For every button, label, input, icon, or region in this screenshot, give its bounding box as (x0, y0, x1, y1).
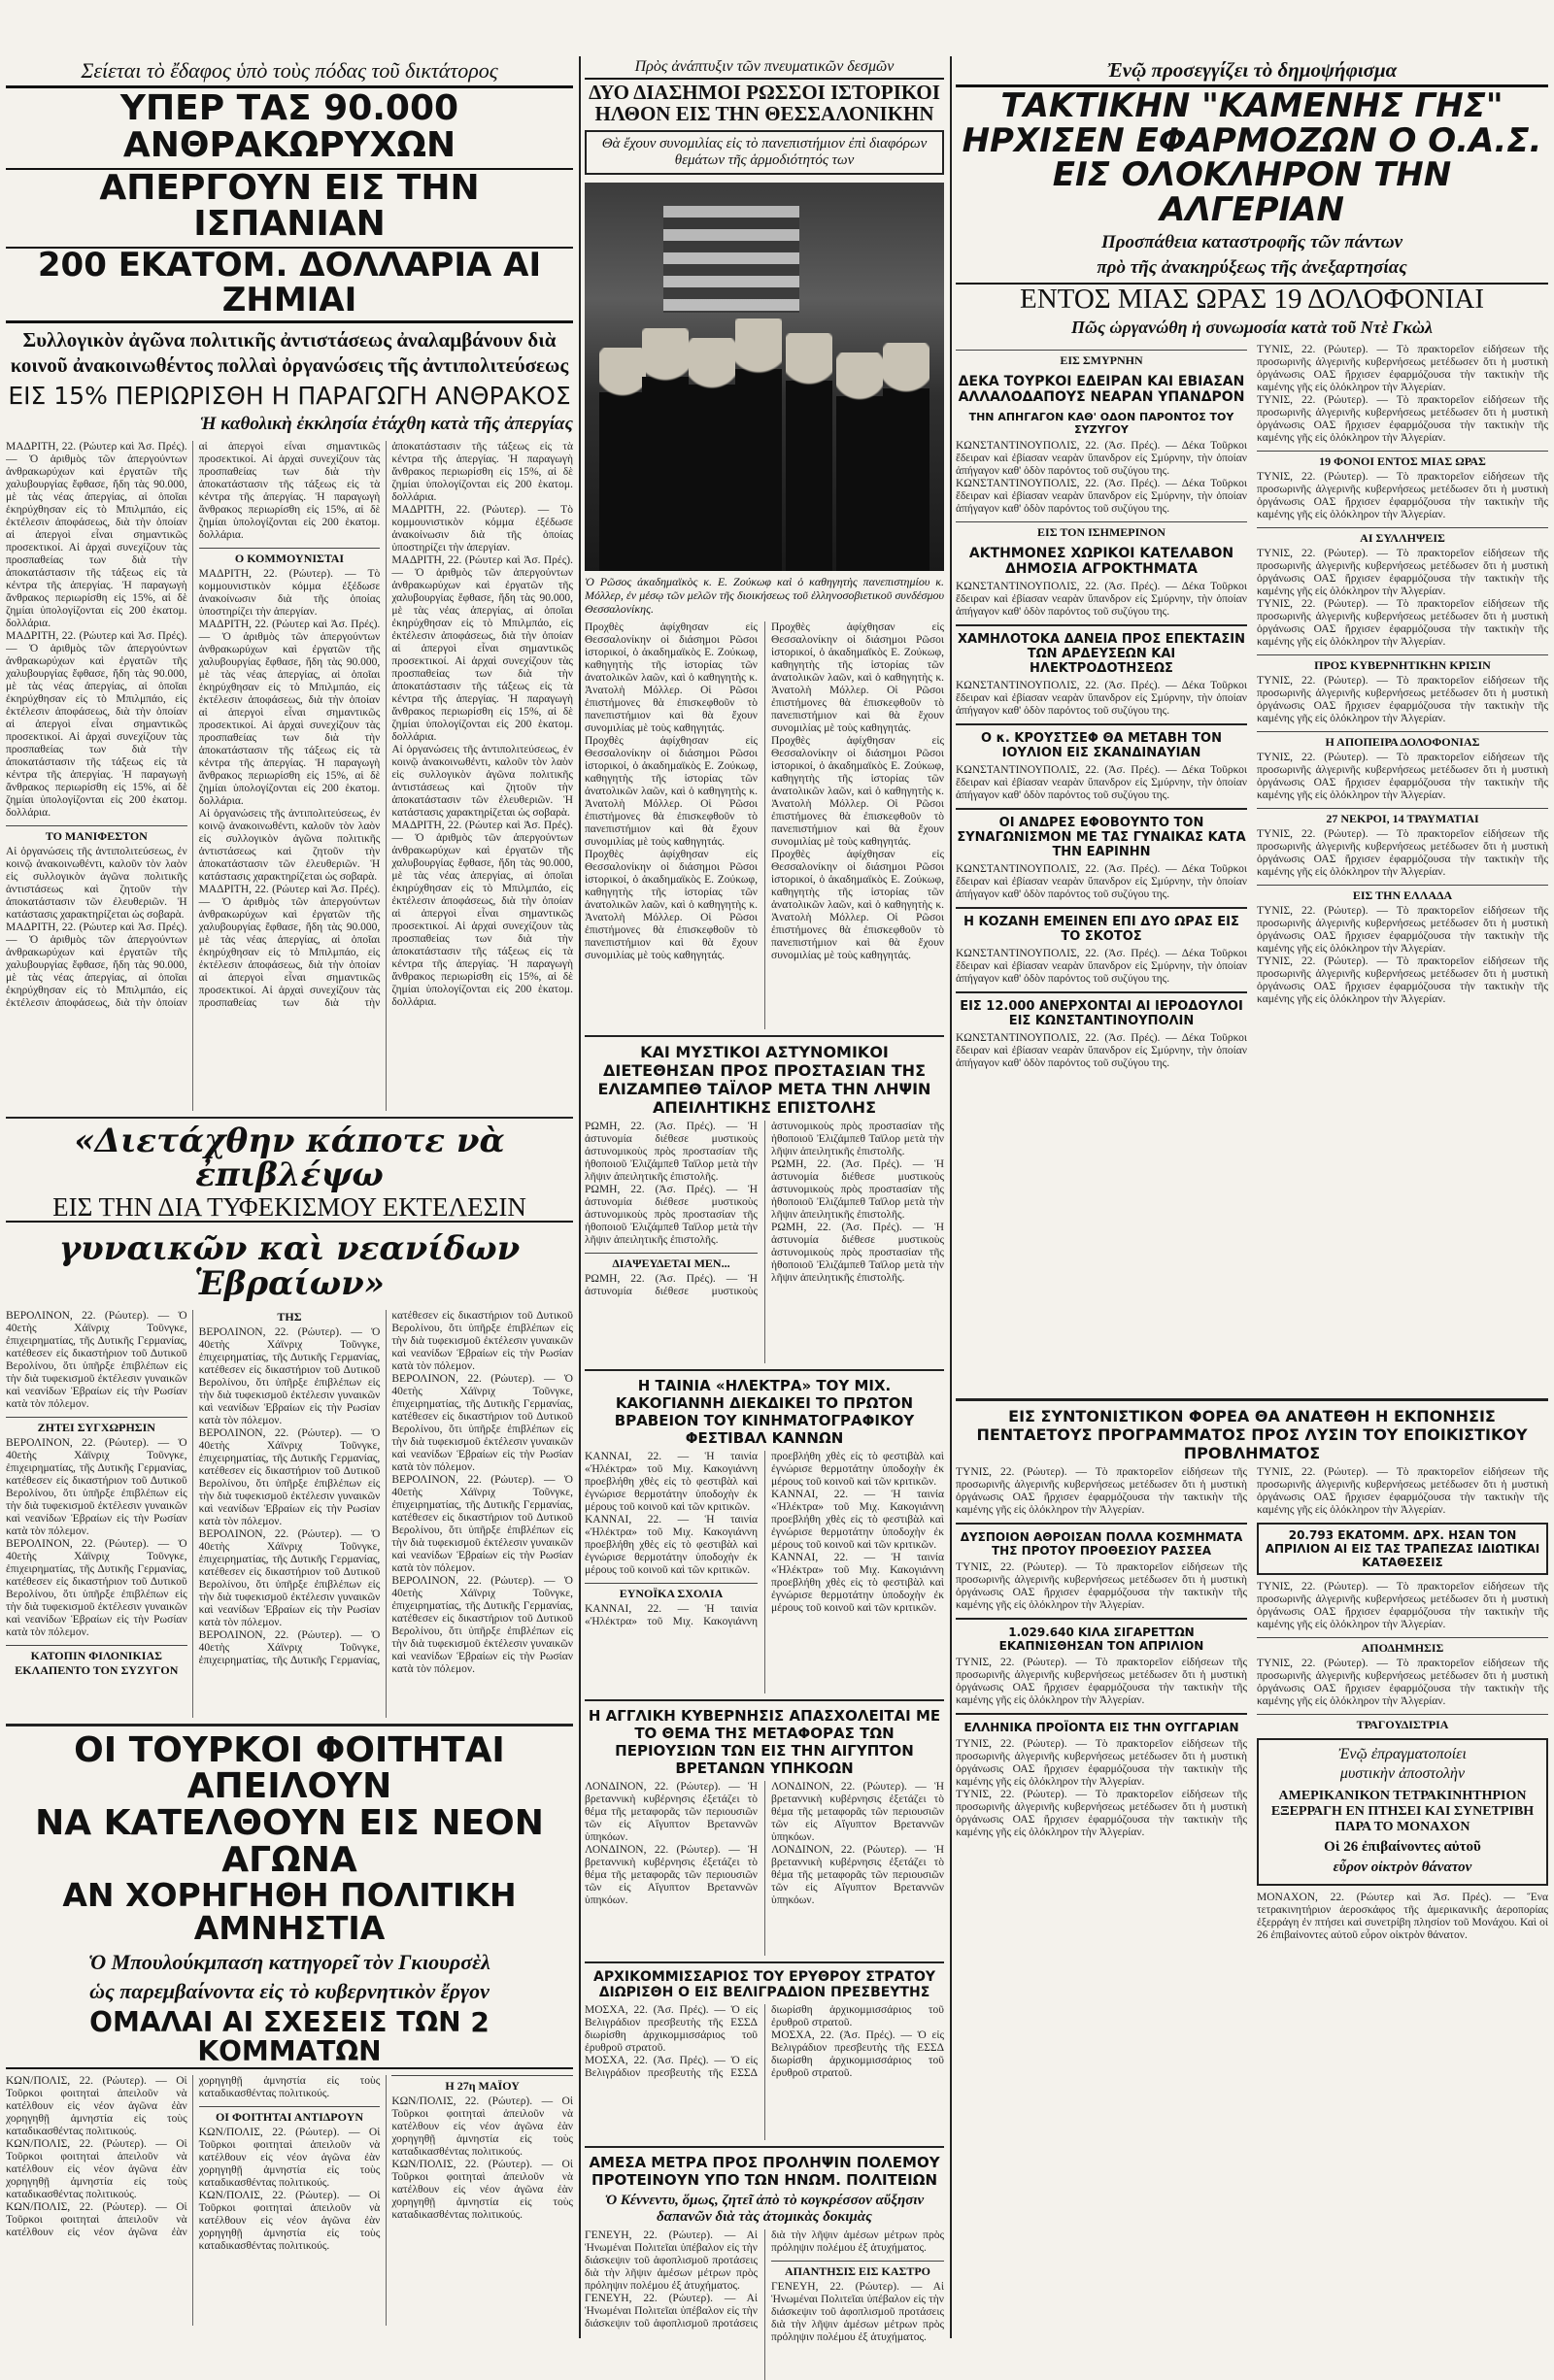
article-paragraph: ΒΕΡΟΛΙΝΟΝ, 22. (Ρώυτερ). — Ὁ 40ετὴς Χάϊνριχ Τοῦνγκε, ἐπιχειρηματίας, τῆς Δυτικῆς Γερμανίας, κατέθεσεν εἰς δικαστήριον τοῦ Δυτικοῦ Βερολίνου, ὅτι ὑπῆρξε ἐπιβλέπων εἰς τὴν διὰ τυφεκισμοῦ ἐκτέλεσιν γυναικῶν καὶ νεανίδων Ἑβραίων εἰς τὴν Ρωσίαν κατὰ τὸν πόλεμον. (6, 1309, 187, 1410)
article-paragraph: ΚΑΝΝΑΙ, 22. — Ἡ ταινία «Ἠλέκτρα» τοῦ Μιχ. Κακογιάννη προεβλήθη χθὲς εἰς τὸ φεστιβὰλ καὶ ἐγνώρισε θερμοτάτην ὑποδοχὴν ἐκ μέρους τοῦ κοινοῦ καὶ τῶν κριτικῶν. (585, 1451, 944, 1628)
article-paragraph: ΜΑΔΡΙΤΗ, 22. (Ρώυτερ καὶ Ἀσ. Πρές).— Ὁ ἀριθμὸς τῶν ἀπεργούντων ἀνθρακωρύχων καὶ ἐργατῶν τῆς χαλυβουργίας ἔφθασε, ἤδη τὰς 90.000, μὲ τὰς νέας ἀπεργίας, αἱ ὁποῖαι ἐκηρύχθησαν εἰς τὸ Μπιλμπάο, εἰς ἐκτέλεσιν ἀποφάσεως, διὰ τὴν ὁποίαν αἱ ἀπεργοὶ εἶναι σημαντικῶς προσεκτικοί. Αἱ ἀρχαὶ συνεχίζουν τὰς προσπαθείας των διὰ τὴν ἀποκατάστασιν τῆς τάξεως εἰς τὰ κέντρα τῆς ἀπεργίας. Ἡ παραγωγὴ ἄνθρακος περιωρίσθη εἰς 15%, αἱ δὲ ζημίαι ὑπολογίζονται εἰς 200 ἑκατομ. δολλάρια. (391, 553, 573, 743)
article-paragraph: ΤΥΝΙΣ, 22. (Ρώυτερ). — Τὸ πρακτορεῖον εἰδήσεων τῆς προσωρινῆς ἀλγερινῆς κυβερνήσεως μετέδωσεν ὅτι ἡ μυστικὴ ὀργάνωσις ΟΑΣ ἤρχισεν ἐφαρμόζουσα τὴν τακτικὴν τῆς καμένης γῆς εἰς ὁλόκληρον τὴν Ἀλγερίαν. (1257, 1466, 1548, 1517)
headline: 20.793 ΕΚΑΤΟΜΜ. ΔΡΧ. ΗΣΑΝ ΤΟΝ ΑΠΡΙΛΙΟΝ ΑΙ ΕΙΣ ΤΑΣ ΤΡΑΠΕΖΑΣ ΙΔΙΩΤΙΚΑΙ ΚΑΤΑΘΕΣΕΙΣ (1265, 1528, 1540, 1570)
article-paragraph: ΚΑΝΝΑΙ, 22. — Ἡ ταινία «Ἠλέκτρα» τοῦ Μιχ. Κακογιάννη προεβλήθη χθὲς εἰς τὸ φεστιβὰλ καὶ ἐγνώρισε θερμοτάτην ὑποδοχὴν ἐκ μέρους τοῦ κοινοῦ καὶ τῶν κριτικῶν. (771, 1489, 944, 1552)
person-figure (735, 318, 782, 571)
article-paragraph: ΚΩΝΣΤΑΝΤΙΝΟΥΠΟΛΙΣ, 22. (Ἀσ. Πρές). — Δέκα Τοῦρκοι ἔδειραν καὶ ἐβίασαν νεαρὰν ὕπανδρον εἰς Σμύρνην, τὴν ὁποίαν ἀπήγαγον καθ' ὁδὸν παρόντος τοῦ συζύγου της. (956, 1032, 1247, 1070)
article-paragraph: ΚΩΝ/ΠΟΛΙΣ, 22. (Ρώυτερ). — Οἱ Τοῦρκοι φοιτηταὶ ἀπειλοῦν νὰ κατέλθουν εἰς νέον ἀγῶνα ἐὰν χορηγηθῇ ἀμνηστία εἰς τοὺς καταδικασθέντας πολιτικούς. (6, 2074, 187, 2137)
headline: Η ΑΓΓΛΙΚΗ ΚΥΒΕΡΝΗΣΙΣ ΑΠΑΣΧΟΛΕΙΤΑΙ ΜΕ ΤΟ ΘΕΜΑ ΤΗΣ ΜΕΤΑΦΟΡΑΣ ΤΩΝ ΠΕΡΙΟΥΣΙΩΝ ΤΩΝ ΕΙΣ ΤΗΝ ΑΙΓΥΠΤΟΝ ΒΡΕΤΑΝΩΝ ΥΠΗΚΟΩΝ (588, 1707, 941, 1778)
divider (956, 624, 1247, 626)
article-paragraph: Προχθὲς ἀφίχθησαν εἰς Θεσσαλονίκην οἱ διάσημοι Ρῶσοι ἱστορικοί, ὁ ἀκαδημαϊκὸς Ε. Ζούκωφ, καθηγητὴς τῆς ἱστορίας τῶν ἀνατολικῶν λαῶν, καὶ ὁ καθηγητὴς κ. Ἀνατολὴ Μόλλερ. Οἱ Ρῶσοι ἐπιστήμονες θὰ ἐπισκεφθοῦν τὸ πανεπιστήμιον καὶ θὰ ἔχουν συνομιλίας μὲ τοὺς καθηγητάς. (771, 849, 944, 962)
deck: Προσπάθεια καταστροφῆς τῶν πάντων (1100, 231, 1402, 252)
article-paragraph: ΒΕΡΟΛΙΝΟΝ, 22. (Ρώυτερ). — Ὁ 40ετὴς Χάϊνριχ Τοῦνγκε, ἐπιχειρηματίας, τῆς Δυτικῆς Γερμανίας, κατέθεσεν εἰς δικαστήριον τοῦ Δυτικοῦ Βερολίνου, ὅτι ὑπῆρξε ἐπιβλέπων εἰς τὴν διὰ τυφεκισμοῦ ἐκτέλεσιν γυναικῶν καὶ νεανίδων Ἑβραίων εἰς τὴν Ρωσίαν κατὰ τὸν πόλεμον. (198, 1309, 573, 1666)
boxed-headline (1257, 1523, 1548, 1575)
article-paragraph: ΒΕΡΟΛΙΝΟΝ, 22. (Ρώυτερ). — Ὁ 40ετὴς Χάϊνριχ Τοῦνγκε, ἐπιχειρηματίας, τῆς Δυτικῆς Γερμανίας, κατέθεσεν εἰς δικαστήριον τοῦ Δυτικοῦ Βερολίνου, ὅτι ὑπῆρξε ἐπιβλέπων εἰς τὴν διὰ τυφεκισμοῦ ἐκτέλεσιν γυναικῶν καὶ νεανίδων Ἑβραίων εἰς τὴν Ρωσίαν κατὰ τὸν πόλεμον. (391, 1574, 573, 1675)
headline: ΑΠΕΡΓΟΥΝ ΕΙΣ ΤΗΝ ΙΣΠΑΝΙΑΝ (6, 168, 573, 244)
deck: πρὸ τῆς ἀνακηρύξεως τῆς ἀνεξαρτησίας (1097, 256, 1407, 278)
left-column (6, 56, 573, 2326)
divider (6, 1117, 573, 1119)
article-paragraph: Αἱ ὀργανώσεις τῆς ἀντιπολιτεύσεως, ἐν κοινῷ ἀνακοινωθέντι, καλοῦν τὸν λαὸν εἰς συλλογικὸν ἀγῶνα πολιτικῆς ἀντιστάσεως καὶ ζητοῦν τὴν ἀποκατάστασιν τῶν ἐλευθεριῶν. Ἡ κατάστασις χαρακτηρίζεται ὡς σοβαρὰ. (391, 743, 573, 819)
article-paragraph: Προχθὲς ἀφίχθησαν εἰς Θεσσαλονίκην οἱ διάσημοι Ρῶσοι ἱστορικοί, ὁ ἀκαδημαϊκὸς Ε. Ζούκωφ, καθηγητὴς τῆς ἱστορίας τῶν ἀνατολικῶν λαῶν, καὶ ὁ καθηγητὴς κ. Ἀνατολὴ Μόλλερ. Οἱ Ρῶσοι ἐπιστήμονες θὰ ἐπισκεφθοῦν τὸ πανεπιστήμιον καὶ θὰ ἔχουν συνομιλίας μὲ τοὺς καθηγητάς. (585, 735, 758, 849)
headline: ΕΝΤΟΣ ΜΙΑΣ ΩΡΑΣ 19 ΔΟΛΟΦΟΝΙΑΙ (956, 283, 1548, 314)
article-paragraph: ΤΥΝΙΣ, 22. (Ρώυτερ). — Τὸ πρακτορεῖον εἰδήσεων τῆς προσωρινῆς ἀλγερινῆς κυβερνήσεως μετέδωσεν ὅτι ἡ μυστικὴ ὀργάνωσις ΟΑΣ ἤρχισεν ἐφαρμόζουσα τὴν τακτικὴν τῆς καμένης γῆς εἰς ὁλόκληρον τὴν Ἀλγερίαν. (956, 1466, 1247, 1517)
article-paragraph: ΜΑΔΡΙΤΗ, 22. (Ρώυτερ). — Τὸ κομμουνιστικὸν κόμμα ἐξέδωσε ἀνακοίνωσιν διὰ τῆς ὁποίας ὑποστηρίζει τὴν ἀπεργίαν. (391, 503, 573, 553)
article-paragraph: Προχθὲς ἀφίχθησαν εἰς Θεσσαλονίκην οἱ διάσημοι Ρῶσοι ἱστορικοί, ὁ ἀκαδημαϊκὸς Ε. Ζούκωφ, καθηγητὴς τῆς ἱστορίας τῶν ἀνατολικῶν λαῶν, καὶ ὁ καθηγητὴς κ. Ἀνατολὴ Μόλλερ. Οἱ Ρῶσοι ἐπιστήμονες θὰ ἐπισκεφθοῦν τὸ πανεπιστήμιον καὶ θὰ ἔχουν συνομιλίας μὲ τοὺς καθηγητάς. (585, 621, 758, 735)
section-label: ΕΙΣ ΣΜΥΡΝΗΝ (956, 350, 1247, 368)
headline: ΔΥΣΠΟΙΟΝ ΑΘΡΟΙΣΑΝ ΠΟΛΛΑ ΚΟΣΜΗΜΑΤΑ ΤΗΣ ΠΡΟΤΟΥ ΠΡΟΘΕΣΙΟΥ ΡΑΣΣΕΑ (960, 1530, 1243, 1559)
article-paragraph: ΡΩΜΗ, 22. (Ἀσ. Πρές). — Ἡ ἀστυνομία διέθεσε μυστικοὺς ἀστυνομικοὺς πρὸς προστασίαν τῆς ἠθοποιοῦ Ἐλιζάμπεθ Ταϊλορ μετὰ τὴν λῆψιν ἀπειλητικῆς ἐπιστολῆς. (585, 1184, 758, 1247)
section-label: ΚΑΤΟΠΙΝ ΦΙΛΟΝΙΚΙΑΣ ΕΚΛΑΠΕΝΤΟ ΤΟΝ ΣΥΖΥΓΟΝ ΤΗΣ (6, 1310, 380, 1678)
right-subcolumn (956, 1466, 1247, 2068)
headline: ΥΠΕΡ ΤΑΣ 90.000 ΑΝΘΡΑΚΩΡΥΧΩΝ (6, 85, 573, 164)
article-paragraph: ΤΥΝΙΣ, 22. (Ρώυτερ). — Τὸ πρακτορεῖον εἰδήσεων τῆς προσωρινῆς ἀλγερινῆς κυβερνήσεως μετέδωσεν ὅτι ἡ μυστικὴ ὀργάνωσις ΟΑΣ ἤρχισεν ἐφαρμόζουσα τὴν τακτικὴν τῆς καμένης γῆς εἰς ὁλόκληρον τὴν Ἀλγερίαν. (956, 1789, 1247, 1839)
section-label: ΕΥΝΟΪΚΑ ΣΧΟΛΙΑ (585, 1583, 758, 1601)
article-paragraph: ΚΩΝΣΤΑΝΤΙΝΟΥΠΟΛΙΣ, 22. (Ἀσ. Πρές). — Δέκα Τοῦρκοι ἔδειραν καὶ ἐβίασαν νεαρὰν ὕπανδρον εἰς Σμύρνην, τὴν ὁποίαν ἀπήγαγον καθ' ὁδὸν παρόντος τοῦ συζύγου της. (956, 764, 1247, 802)
article-paragraph: ΚΩΝ/ΠΟΛΙΣ, 22. (Ρώυτερ). — Οἱ Τοῦρκοι φοιτηταὶ ἀπειλοῦν νὰ κατέλθουν εἰς νέον ἀγῶνα ἐὰν χορηγηθῇ ἀμνηστία εἰς τοὺς καταδικασθέντας πολιτικούς. (6, 2074, 381, 2238)
article-body (585, 1451, 944, 1693)
person-figure (786, 333, 832, 571)
article-paragraph: ΜΑΔΡΙΤΗ, 22. (Ρώυτερ καὶ Ἀσ. Πρές).— Ὁ ἀριθμὸς τῶν ἀπεργούντων ἀνθρακωρύχων καὶ ἐργατῶν τῆς χαλυβουργίας ἔφθασε, ἤδη τὰς 90.000, μὲ τὰς νέας ἀπεργίας, αἱ ὁποῖαι ἐκηρύχθησαν εἰς τὸ Μπιλμπάο, εἰς ἐκτέλεσιν ἀποφάσεως, διὰ τὴν ὁποίαν αἱ ἀπεργοὶ εἶναι σημαντικῶς προσεκτικοί. Αἱ ἀρχαὶ συνεχίζουν τὰς προσπαθείας των διὰ τὴν ἀποκατάστασιν τῆς τάξεως εἰς τὰ κέντρα τῆς ἀπεργίας. Ἡ παραγωγὴ ἄνθρακος περιωρίσθη εἰς 15%, αἱ δὲ ζημίαι ὑπολογίζονται εἰς 200 ἑκατομ. δολλάρια. (6, 629, 187, 819)
headline: Η ΤΑΙΝΙΑ «ΗΛΕΚΤΡΑ» ΤΟΥ ΜΙΧ. ΚΑΚΟΓΙΑΝΝΗ ΔΙΕΚΔΙΚΕΙ ΤΟ ΠΡΩΤΟΝ ΒΡΑΒΕΙΟΝ ΤΟΥ ΚΙΝΗΜΑΤΟΓΡΑΦΙΚΟΥ ΦΕΣΤΙΒΑΛ ΚΑΝΝΩΝ (614, 1377, 915, 1448)
deck: Οἱ 26 ἐπιβαίνοντες αὐτοῦ (1324, 1839, 1481, 1856)
right-lower-grid (956, 1466, 1548, 2068)
article-paragraph: ΜΑΔΡΙΤΗ, 22. (Ρώυτερ καὶ Ἀσ. Πρές).— Ὁ ἀριθμὸς τῶν ἀπεργούντων ἀνθρακωρύχων καὶ ἐργατῶν τῆς χαλυβουργίας ἔφθασε, ἤδη τὰς 90.000, μὲ τὰς νέας ἀπεργίας, αἱ ὁποῖαι ἐκηρύχθησαν εἰς τὸ Μπιλμπάο, εἰς ἐκτέλεσιν ἀποφάσεως, διὰ τὴν ὁποίαν αἱ ἀπεργοὶ εἶναι σημαντικῶς προσεκτικοί. Αἱ ἀρχαὶ συνεχίζουν τὰς προσπαθείας των διὰ τὴν ἀποκατάστασιν τῆς τάξεως εἰς τὰ κέντρα τῆς ἀπεργίας. Ἡ παραγωγὴ ἄνθρακος περιωρίσθη εἰς 15%, αἱ δὲ ζημίαι ὑπολογίζονται εἰς 200 ἑκατομ. δολλάρια. (391, 819, 573, 1008)
deck: Θὰ ἔχουν συνομιλίας εἰς τὸ πανεπιστήμιον ἐπὶ διαφόρων θεμάτων τῆς ἁρμοδιότητός των (601, 136, 928, 169)
deck: Συλλογικὸν ἀγῶνα πολιτικῆς ἀντιστάσεως ἀναλαμβάνουν διὰ κοινοῦ ἀνακοινωθέντος πολλαὶ ὀργανώσεις τῆς ἀντιπολιτεύσεως (10, 327, 569, 377)
divider (956, 723, 1247, 725)
deck: ΤΗΝ ΑΠΗΓΑΓΟΝ ΚΑΘ' ΟΔΟΝ ΠΑΡΟΝΤΟΣ ΤΟΥ ΣΥΖΥΓΟΥ (968, 411, 1234, 437)
divider (585, 1961, 944, 1963)
divider (956, 1713, 1247, 1715)
headline: ΤΑΚΤΙΚΗΝ "ΚΑΜΕΝΗΣ ΓΗΣ" ΗΡΧΙΣΕΝ ΕΦΑΡΜΟΖΩΝ Ο Ο.Α.Σ. ΕΙΣ ΟΛΟΚΛΗΡΟΝ ΤΗΝ ΑΛΓΕΡΙΑΝ (956, 84, 1548, 228)
headline: ΔΥΟ ΔΙΑΣΗΜΟΙ ΡΩΣΣΟΙ ΙΣΤΟΡΙΚΟΙ ΗΛΘΟΝ ΕΙΣ ΤΗΝ ΘΕΣΣΑΛΟΝΙΚΗΝ (585, 78, 944, 124)
person-figure (599, 348, 646, 571)
section-label: ΠΡΟΣ ΚΥΒΕΡΝΗΤΙΚΗΝ ΚΡΙΣΙΝ (1257, 654, 1548, 673)
section-label: ΕΙΣ ΤΗΝ ΕΛΛΑΔΑ (1257, 885, 1548, 903)
article-paragraph: ΚΩΝΣΤΑΝΤΙΝΟΥΠΟΛΙΣ, 22. (Ἀσ. Πρές). — Δέκα Τοῦρκοι ἔδειραν καὶ ἐβίασαν νεαρὰν ὕπανδρον εἰς Σμύρνην, τὴν ὁποίαν ἀπήγαγον καθ' ὁδὸν παρόντος τοῦ συζύγου της. (956, 680, 1247, 718)
article-paragraph: ΚΩΝ/ΠΟΛΙΣ, 22. (Ρώυτερ). — Οἱ Τοῦρκοι φοιτηταὶ ἀπειλοῦν νὰ κατέλθουν εἰς νέον ἀγῶνα ἐὰν χορηγηθῇ ἀμνηστία εἰς τοὺς καταδικασθέντας πολιτικούς. (198, 2126, 381, 2189)
divider (956, 1618, 1247, 1620)
section-label: ΑΠΑΝΤΗΣΙΣ ΕΙΣ ΚΑΣΤΡΟ (771, 2261, 944, 2279)
photo-caption: Ὁ Ρῶσος ἀκαδημαϊκὸς κ. Ε. Ζούκωφ καὶ ὁ καθηγητὴς πανεπιστημίου κ. Μόλλερ, ἐν μέσῳ τῶν μελῶν τῆς διοικήσεως τοῦ ἑλληνοσοβιετικοῦ συνδέσμου Θεσσαλονίκης. (585, 575, 944, 617)
flag-image (663, 206, 799, 313)
divider (585, 1699, 944, 1701)
article-paragraph: ΒΕΡΟΛΙΝΟΝ, 22. (Ρώυτερ). — Ὁ 40ετὴς Χάϊνριχ Τοῦνγκε, ἐπιχειρηματίας, τῆς Δυτικῆς Γερμανίας, κατέθεσεν εἰς δικαστήριον τοῦ Δυτικοῦ Βερολίνου, ὅτι ὑπῆρξε ἐπιβλέπων εἰς τὴν διὰ τυφεκισμοῦ ἐκτέλεσιν γυναικῶν καὶ νεανίδων Ἑβραίων εἰς τὴν Ρωσίαν κατὰ τὸν πόλεμον. (391, 1473, 573, 1574)
headline: ΔΕΚΑ ΤΟΥΡΚΟΙ ΕΔΕΙΡΑΝ ΚΑΙ ΕΒΙΑΣΑΝ ΑΛΛΑΛΟΔΑΠΟΥΣ ΝΕΑΡΑΝ ΥΠΑΝΔΡΟΝ (958, 374, 1245, 406)
article-paragraph: ΒΕΡΟΛΙΝΟΝ, 22. (Ρώυτερ). — Ὁ 40ετὴς Χάϊνριχ Τοῦνγκε, ἐπιχειρηματίας, τῆς Δυτικῆς Γερμανίας, κατέθεσεν εἰς δικαστήριον τοῦ Δυτικοῦ Βερολίνου, ὅτι ὑπῆρξε ἐπιβλέπων εἰς τὴν διὰ τυφεκισμοῦ ἐκτέλεσιν γυναικῶν καὶ νεανίδων Ἑβραίων εἰς τὴν Ρωσίαν κατὰ τὸν πόλεμον. (391, 1372, 573, 1473)
headline: ΟΜΑΛΑΙ ΑΙ ΣΧΕΣΕΙΣ ΤΩΝ 2 ΚΟΜΜΑΤΩΝ (6, 2008, 573, 2069)
article-paragraph: ΚΩΝΣΤΑΝΤΙΝΟΥΠΟΛΙΣ, 22. (Ἀσ. Πρές). — Δέκα Τοῦρκοι ἔδειραν καὶ ἐβίασαν νεαρὰν ὕπανδρον εἰς Σμύρνην, τὴν ὁποίαν ἀπήγαγον καθ' ὁδὸν παρόντος τοῦ συζύγου της. (956, 863, 1247, 901)
article-paragraph: ΜΟΣΧΑ, 22. (Ἀσ. Πρές). — Ὁ εἰς Βελιγράδιον πρεσβευτὴς τῆς ΕΣΣΔ διωρίσθη ἀρχικομμισσάριος τοῦ ἐρυθροῦ στρατοῦ. (771, 2029, 944, 2080)
article-paragraph: ΚΩΝ/ΠΟΛΙΣ, 22. (Ρώυτερ). — Οἱ Τοῦρκοι φοιτηταὶ ἀπειλοῦν νὰ κατέλθουν εἰς νέον ἀγῶνα ἐὰν χορηγηθῇ ἀμνηστία εἰς τοὺς καταδικασθέντας πολιτικούς. (6, 2137, 187, 2200)
article-paragraph: Αἱ ὀργανώσεις τῆς ἀντιπολιτεύσεως, ἐν κοινῷ ἀνακοινωθέντι, καλοῦν τὸν λαὸν εἰς συλλογικὸν ἀγῶνα πολιτικῆς ἀντιστάσεως καὶ ζητοῦν τὴν ἀποκατάστασιν τῶν ἐλευθεριῶν. Ἡ κατάστασις χαρακτηρίζεται ὡς σοβαρὰ. (6, 845, 187, 921)
person-figure (883, 343, 929, 571)
deck-headline: ΕΙΣ 15% ΠΕΡΙΩΡΙΣΘΗ Η ΠΑΡΑΓΩΓΗ ΑΝΘΡΑΚΟΣ (8, 381, 571, 410)
article-paragraph: ΡΩΜΗ, 22. (Ἀσ. Πρές). — Ἡ ἀστυνομία διέθεσε μυστικοὺς ἀστυνομικοὺς πρὸς προστασίαν τῆς ἠθοποιοῦ Ἐλιζάμπεθ Ταϊλορ μετὰ τὴν λῆψιν ἀπειλητικῆς ἐπιστολῆς. (771, 1158, 944, 1222)
divider (956, 1398, 1548, 1401)
article-paragraph: ΤΥΝΙΣ, 22. (Ρώυτερ). — Τὸ πρακτορεῖον εἰδήσεων τῆς προσωρινῆς ἀλγερινῆς κυβερνήσεως μετέδωσεν ὅτι ἡ μυστικὴ ὀργάνωσις ΟΑΣ ἤρχισεν ἐφαρμόζουσα τὴν τακτικὴν τῆς καμένης γῆς εἰς ὁλόκληρον τὴν Ἀλγερίαν. (956, 1561, 1247, 1612)
middle-column (585, 56, 944, 2380)
article-paragraph: ΤΥΝΙΣ, 22. (Ρώυτερ). — Τὸ πρακτορεῖον εἰδήσεων τῆς προσωρινῆς ἀλγερινῆς κυβερνήσεως μετέδωσεν ὅτι ἡ μυστικὴ ὀργάνωσις ΟΑΣ ἤρχισεν ἐφαρμόζουσα τὴν τακτικὴν τῆς καμένης γῆς εἰς ὁλόκληρον τὴν Ἀλγερίαν. (956, 1657, 1247, 1707)
article-paragraph: ΚΩΝ/ΠΟΛΙΣ, 22. (Ρώυτερ). — Οἱ Τοῦρκοι φοιτηταὶ ἀπειλοῦν νὰ κατέλθουν εἰς νέον ἀγῶνα ἐὰν χορηγηθῇ ἀμνηστία εἰς τοὺς καταδικασθέντας πολιτικούς. (391, 2158, 573, 2221)
deck: εὗρον οἰκτρὸν θάνατον (1333, 1860, 1472, 1876)
section-label: 19 ΦΟΝΟΙ ΕΝΤΟΣ ΜΙΑΣ ΩΡΑΣ (1257, 451, 1548, 469)
divider (956, 808, 1247, 810)
headline: ΑΚΤΗΜΟΝΕΣ ΧΩΡΙΚΟΙ ΚΑΤΕΛΑΒΟΝ ΔΗΜΟΣΙΑ ΑΓΡΟΚΤΗΜΑΤΑ (968, 546, 1234, 578)
person-figure (836, 352, 883, 571)
boxed-story (1257, 1738, 1548, 1886)
divider (956, 907, 1247, 909)
section-label: Η ΑΠΟΠΕΙΡΑ ΔΟΛΟΦΟΝΙΑΣ (1257, 731, 1548, 750)
section-label: ΕΙΣ ΤΟΝ ΙΣΗΜΕΡΙΝΟΝ (956, 521, 1247, 540)
divider (6, 1724, 573, 1726)
article-paragraph: ΤΥΝΙΣ, 22. (Ρώυτερ). — Τὸ πρακτορεῖον εἰδήσεων τῆς προσωρινῆς ἀλγερινῆς κυβερνήσεως μετέδωσεν ὅτι ἡ μυστικὴ ὀργάνωσις ΟΑΣ ἤρχισεν ἐφαρμόζουσα τὴν τακτικὴν τῆς καμένης γῆς εἰς ὁλόκληρον τὴν Ἀλγερίαν. (1257, 471, 1548, 521)
article-paragraph: ΤΥΝΙΣ, 22. (Ρώυτερ). — Τὸ πρακτορεῖον εἰδήσεων τῆς προσωρινῆς ἀλγερινῆς κυβερνήσεως μετέδωσεν ὅτι ἡ μυστικὴ ὀργάνωσις ΟΑΣ ἤρχισεν ἐφαρμόζουσα τὴν τακτικὴν τῆς καμένης γῆς εἰς ὁλόκληρον τὴν Ἀλγερίαν. (1257, 828, 1548, 879)
article-body (585, 2004, 944, 2140)
divider (956, 991, 1247, 993)
article-paragraph: ΤΥΝΙΣ, 22. (Ρώυτερ). — Τὸ πρακτορεῖον εἰδήσεων τῆς προσωρινῆς ἀλγερινῆς κυβερνήσεως μετέδωσεν ὅτι ἡ μυστικὴ ὀργάνωσις ΟΑΣ ἤρχισεν ἐφαρμόζουσα τὴν τακτικὴν τῆς καμένης γῆς εἰς ὁλόκληρον τὴν Ἀλγερίαν. (1257, 752, 1548, 802)
headline: ΑΡΧΙΚΟΜΜΙΣΣΑΡΙΟΣ ΤΟΥ ΕΡΥΘΡΟΥ ΣΤΡΑΤΟΥ ΔΙΩΡΙΣΘΗ Ο ΕΙΣ ΒΕΛΙΓΡΑΔΙΟΝ ΠΡΕΣΒΕΥΤΗΣ (593, 1969, 935, 2001)
article-body (6, 2075, 573, 2326)
kicker: Ἐνῷ ἐπραγματοποίει (1338, 1746, 1467, 1763)
column-rule-right (950, 56, 952, 2338)
article-paragraph: ΤΥΝΙΣ, 22. (Ρώυτερ). — Τὸ πρακτορεῖον εἰδήσεων τῆς προσωρινῆς ἀλγερινῆς κυβερνήσεως μετέδωσεν ὅτι ἡ μυστικὴ ὀργάνωσις ΟΑΣ ἤρχισεν ἐφαρμόζουσα τὴν τακτικὴν τῆς καμένης γῆς εἰς ὁλόκληρον τὴν Ἀλγερίαν. (1257, 1658, 1548, 1708)
right-column (956, 56, 1548, 2068)
article-paragraph: ΤΥΝΙΣ, 22. (Ρώυτερ). — Τὸ πρακτορεῖον εἰδήσεων τῆς προσωρινῆς ἀλγερινῆς κυβερνήσεως μετέδωσεν ὅτι ἡ μυστικὴ ὀργάνωσις ΟΑΣ ἤρχισεν ἐφαρμόζουσα τὴν τακτικὴν τῆς καμένης γῆς εἰς ὁλόκληρον τὴν Ἀλγερίαν. (1257, 598, 1548, 649)
section-label: Η 27η ΜΑΪΟΥ (391, 2075, 573, 2094)
headline: ΟΙ ΤΟΥΡΚΟΙ ΦΟΙΤΗΤΑΙ ΑΠΕΙΛΟΥΝ (74, 1729, 505, 1807)
article-paragraph: ΜΑΔΡΙΤΗ, 22. (Ρώυτερ καὶ Ἀσ. Πρές).— Ὁ ἀριθμὸς τῶν ἀπεργούντων ἀνθρακωρύχων καὶ ἐργατῶν τῆς χαλυβουργίας ἔφθασε, ἤδη τὰς 90.000, μὲ τὰς νέας ἀπεργίας, αἱ ὁποῖαι ἐκηρύχθησαν εἰς τὸ Μπιλμπάο, εἰς ἐκτέλεσιν ἀποφάσεως, διὰ τὴν ὁποίαν αἱ ἀπεργοὶ εἶναι σημαντικῶς προσεκτικοί. Αἱ ἀρχαὶ συνεχίζουν τὰς προσπαθείας των διὰ τὴν ἀποκατάστασιν τῆς τάξεως εἰς τὰ κέντρα τῆς ἀπεργίας. Ἡ παραγωγὴ ἄνθρακος περιωρίσθη εἰς 15%, αἱ δὲ ζημίαι ὑπολογίζονται εἰς 200 ἑκατομ. δολλάρια. (198, 618, 381, 807)
article-paragraph: Προχθὲς ἀφίχθησαν εἰς Θεσσαλονίκην οἱ διάσημοι Ρῶσοι ἱστορικοί, ὁ ἀκαδημαϊκὸς Ε. Ζούκωφ, καθηγητὴς τῆς ἱστορίας τῶν ἀνατολικῶν λαῶν, καὶ ὁ καθηγητὴς κ. Ἀνατολὴ Μόλλερ. Οἱ Ρῶσοι ἐπιστήμονες θὰ ἐπισκεφθοῦν τὸ πανεπιστήμιον καὶ θὰ ἔχουν συνομιλίας μὲ τοὺς καθηγητάς. (771, 621, 944, 735)
article-paragraph: ΤΥΝΙΣ, 22. (Ρώυτερ). — Τὸ πρακτορεῖον εἰδήσεων τῆς προσωρινῆς ἀλγερινῆς κυβερνήσεως μετέδωσεν ὅτι ἡ μυστικὴ ὀργάνωσις ΟΑΣ ἤρχισεν ἐφαρμόζουσα τὴν τακτικὴν τῆς καμένης γῆς εἰς ὁλόκληρον τὴν Ἀλγερίαν. (956, 1738, 1247, 1789)
article-paragraph: ΒΕΡΟΛΙΝΟΝ, 22. (Ρώυτερ). — Ὁ 40ετὴς Χάϊνριχ Τοῦνγκε, ἐπιχειρηματίας, τῆς Δυτικῆς Γερμανίας, κατέθεσεν εἰς δικαστήριον τοῦ Δυτικοῦ Βερολίνου, ὅτι ὑπῆρξε ἐπιβλέπων εἰς τὴν διὰ τυφεκισμοῦ ἐκτέλεσιν γυναικῶν καὶ νεανίδων Ἑβραίων εἰς τὴν Ρωσίαν κατὰ τὸν πόλεμον. (6, 1537, 187, 1638)
person-figure (689, 338, 735, 571)
kicker: Ἐνῷ προσεγγίζει τὸ δημοψήφισμα (1106, 58, 1398, 82)
headline: ΑΝ ΧΟΡΗΓΗΘΗ ΠΟΛΙΤΙΚΗ ΑΜΝΗΣΤΙΑ (62, 1875, 517, 1948)
section-label: ΤΡΑΓΟΥΔΙΣΤΡΙΑ (1257, 1714, 1548, 1732)
headline: ΚΑΙ ΜΥΣΤΙΚΟΙ ΑΣΤΥΝΟΜΙΚΟΙ ΔΙΕΤΕΘΗΣΑΝ ΠΡΟΣ ΠΡΟΣΤΑΣΙΑΝ ΤΗΣ ΕΛΙΖΑΜΠΕΘ ΤΑΪΛΟΡ ΜΕΤΑ ΤΗΝ ΛΗΨΙΝ ΑΠΕΙΛΗΤΙΚΗΣ ΕΠΙΣΤΟΛΗΣ (597, 1043, 931, 1118)
headline: ΕΙΣ 12.000 ΑΝΕΡΧΟΝΤΑΙ ΑΙ ΙΕΡΟΔΟΥΛΟΙ ΕΙΣ ΚΩΝΣΤΑΝΤΙΝΟΥΠΟΛΙΝ (960, 999, 1243, 1029)
article-paragraph: ΡΩΜΗ, 22. (Ἀσ. Πρές). — Ἡ ἀστυνομία διέθεσε μυστικοὺς ἀστυνομικοὺς πρὸς προστασίαν τῆς ἠθοποιοῦ Ἐλιζάμπεθ Ταϊλορ μετὰ τὴν λῆψιν ἀπειλητικῆς ἐπιστολῆς. (585, 1121, 944, 1298)
section-label: ΟΙ ΦΟΙΤΗΤΑΙ ΑΝΤΙΔΡΟΥΝ (199, 2106, 381, 2125)
headline: ΕΙΣ ΣΥΝΤΟΝΙΣΤΙΚΟΝ ΦΟΡΕΑ ΘΑ ΑΝΑΤΕΘΗ Η ΕΚΠΟΝΗΣΙΣ ΠΕΝΤΑΕΤΟΥΣ ΠΡΟΓΡΑΜΜΑΤΟΣ ΠΡΟΣ ΛΥΣΙΝ ΤΟΥ ΕΠΟΙΚΙΣΤΙΚΟΥ ΠΡΟΒΛΗΜΑΤΟΣ (976, 1407, 1528, 1463)
deck: ὡς παρεμβαίνοντα εἰς τὸ κυβερνητικὸν ἔργον (89, 1979, 490, 2004)
article-body (6, 1310, 573, 1718)
article-paragraph: ΤΥΝΙΣ, 22. (Ρώυτερ). — Τὸ πρακτορεῖον εἰδήσεων τῆς προσωρινῆς ἀλγερινῆς κυβερνήσεως μετέδωσεν ὅτι ἡ μυστικὴ ὀργάνωσις ΟΑΣ ἤρχισεν ἐφαρμόζουσα τὴν τακτικὴν τῆς καμένης γῆς εἰς ὁλόκληρον τὴν Ἀλγερίαν. (1257, 955, 1548, 1006)
article-paragraph: ΒΕΡΟΛΙΝΟΝ, 22. (Ρώυτερ). — Ὁ 40ετὴς Χάϊνριχ Τοῦνγκε, ἐπιχειρηματίας, τῆς Δυτικῆς Γερμανίας, κατέθεσεν εἰς δικαστήριον τοῦ Δυτικοῦ Βερολίνου, ὅτι ὑπῆρξε ἐπιβλέπων εἰς τὴν διὰ τυφεκισμοῦ ἐκτέλεσιν γυναικῶν καὶ νεανίδων Ἑβραίων εἰς τὴν Ρωσίαν κατὰ τὸν πόλεμον. (198, 1325, 381, 1426)
article-paragraph: ΚΩΝΣΤΑΝΤΙΝΟΥΠΟΛΙΣ, 22. (Ἀσ. Πρές). — Δέκα Τοῦρκοι ἔδειραν καὶ ἐβίασαν νεαρὰν ὕπανδρον εἰς Σμύρνην, τὴν ὁποίαν ἀπήγαγον καθ' ὁδὸν παρόντος τοῦ συζύγου της. (956, 478, 1247, 516)
article-paragraph: ΚΩΝΣΤΑΝΤΙΝΟΥΠΟΛΙΣ, 22. (Ἀσ. Πρές). — Δέκα Τοῦρκοι ἔδειραν καὶ ἐβίασαν νεαρὰν ὕπανδρον εἰς Σμύρνην, τὴν ὁποίαν ἀπήγαγον καθ' ὁδὸν παρόντος τοῦ συζύγου της. (956, 581, 1247, 619)
headline: ΧΑΜΗΛΟΤΟΚΑ ΔΑΝΕΙΑ ΠΡΟΣ ΕΠΕΚΤΑΣΙΝ ΤΩΝ ΑΡΔΕΥΣΕΩΝ ΚΑΙ ΗΛΕΚΤΡΟΔΟΤΗΣΕΩΣ (957, 632, 1245, 677)
article-paragraph: ΒΕΡΟΛΙΝΟΝ, 22. (Ρώυτερ). — Ὁ 40ετὴς Χάϊνριχ Τοῦνγκε, ἐπιχειρηματίας, τῆς Δυτικῆς Γερμανίας, κατέθεσεν εἰς δικαστήριον τοῦ Δυτικοῦ Βερολίνου, ὅτι ὑπῆρξε ἐπιβλέπων εἰς τὴν διὰ τυφεκισμοῦ ἐκτέλεσιν γυναικῶν καὶ νεανίδων Ἑβραίων εἰς τὴν Ρωσίαν κατὰ τὸν πόλεμον. (198, 1527, 381, 1628)
article-paragraph: ΒΕΡΟΛΙΝΟΝ, 22. (Ρώυτερ). — Ὁ 40ετὴς Χάϊνριχ Τοῦνγκε, ἐπιχειρηματίας, τῆς Δυτικῆς Γερμανίας, κατέθεσεν εἰς δικαστήριον τοῦ Δυτικοῦ Βερολίνου, ὅτι ὑπῆρξε ἐπιβλέπων εἰς τὴν διὰ τυφεκισμοῦ ἐκτέλεσιν γυναικῶν καὶ νεανίδων Ἑβραίων εἰς τὴν Ρωσίαν κατὰ τὸν πόλεμον. (198, 1426, 381, 1527)
kicker: Πρὸς ἀνάπτυξιν τῶν πνευματικῶν δεσμῶν (634, 58, 895, 75)
headline: ΕΙΣ ΤΗΝ ΔΙΑ ΤΥΦΕΚΙΣΜΟΥ ΕΚΤΕΛΕΣΙΝ (6, 1193, 573, 1223)
headline: Η ΚΟΖΑΝΗ ΕΜΕΙΝΕΝ ΕΠΙ ΔΥΟ ΩΡΑΣ ΕΙΣ ΤΟ ΣΚΟΤΟΣ (963, 915, 1239, 945)
right-subcolumn (1257, 344, 1548, 1392)
article-paragraph: ΜΑΔΡΙΤΗ, 22. (Ρώυτερ καὶ Ἀσ. Πρές).— Ὁ ἀριθμὸς τῶν ἀπεργούντων ἀνθρακωρύχων καὶ ἐργατῶν τῆς χαλυβουργίας ἔφθασε, ἤδη τὰς 90.000, μὲ τὰς νέας ἀπεργίας, αἱ ὁποῖαι ἐκηρύχθησαν εἰς τὸ Μπιλμπάο, εἰς ἐκτέλεσιν ἀποφάσεως, διὰ τὴν ὁποίαν αἱ ἀπεργοὶ εἶναι σημαντικῶς προσεκτικοί. Αἱ ἀρχαὶ συνεχίζουν τὰς προσπαθείας των διὰ τὴν ἀποκατάστασιν τῆς τάξεως εἰς τὰ κέντρα τῆς ἀπεργίας. Ἡ παραγωγὴ ἄνθρακος περιωρίσθη εἰς 15%, αἱ δὲ ζημίαι ὑπολογίζονται εἰς 200 ἑκατομ. δολλάρια. (198, 440, 573, 1009)
article-paragraph: ΛΟΝΔΙΝΟΝ, 22. (Ρώυτερ). — Ἡ βρεταννικὴ κυβέρνησις ἐξετάζει τὸ θέμα τῆς μεταφορᾶς τῶν περιουσιῶν τῶν εἰς Αἴγυπτον Βρεταννῶν ὑπηκόων. (771, 1781, 944, 1844)
article-body (585, 1121, 944, 1363)
deck: Ὁ Μπουλούκμπαση κατηγορεῖ τὸν Γκιουρσὲλ (88, 1950, 490, 1975)
article-paragraph: ΤΥΝΙΣ, 22. (Ρώυτερ). — Τὸ πρακτορεῖον εἰδήσεων τῆς προσωρινῆς ἀλγερινῆς κυβερνήσεως μετέδωσεν ὅτι ἡ μυστικὴ ὀργάνωσις ΟΑΣ ἤρχισεν ἐφαρμόζουσα τὴν τακτικὴν τῆς καμένης γῆς εἰς ὁλόκληρον τὴν Ἀλγερίαν. (1257, 344, 1548, 394)
article-paragraph: ΓΕΝΕΥΗ, 22. (Ρώυτερ). — Αἱ Ἡνωμέναι Πολιτεῖαι ὑπέβαλον εἰς τὴν διάσκεψιν τοῦ ἀφοπλισμοῦ προτάσεις διὰ τὴν λῆψιν ἀμέσων μέτρων πρὸς πρόληψιν πολέμου ἐξ ἀτυχήματος. (585, 2229, 944, 2330)
kicker: Σείεται τὸ ἔδαφος ὑπὸ τοὺς πόδας τοῦ δικτάτορος (81, 58, 498, 83)
section-label: ΖΗΤΕΙ ΣΥΓΧΩΡΗΣΙΝ (6, 1417, 187, 1435)
article-paragraph: ΡΩΜΗ, 22. (Ἀσ. Πρές). — Ἡ ἀστυνομία διέθεσε μυστικοὺς ἀστυνομικοὺς πρὸς προστασίαν τῆς ἠθοποιοῦ Ἐλιζάμπεθ Ταϊλορ μετὰ τὴν λῆψιν ἀπειλητικῆς ἐπιστολῆς. (585, 1121, 758, 1184)
article-paragraph: ΛΟΝΔΙΝΟΝ, 22. (Ρώυτερ). — Ἡ βρεταννικὴ κυβέρνησις ἐξετάζει τὸ θέμα τῆς μεταφορᾶς τῶν περιουσιῶν τῶν εἰς Αἴγυπτον Βρεταννῶν ὑπηκόων. (585, 1844, 758, 1907)
headline: γυναικῶν καὶ νεανίδων Ἑβραίων» (58, 1229, 521, 1303)
article-body (585, 1781, 944, 1956)
article-paragraph: ΜΑΔΡΙΤΗ, 22. (Ρώυτερ καὶ Ἀσ. Πρές).— Ὁ ἀριθμὸς τῶν ἀπεργούντων ἀνθρακωρύχων καὶ ἐργατῶν τῆς χαλυβουργίας ἔφθασε, ἤδη τὰς 90.000, μὲ τὰς νέας ἀπεργίας, αἱ ὁποῖαι ἐκηρύχθησαν εἰς τὸ Μπιλμπάο, εἰς ἐκτέλεσιν ἀποφάσεως, διὰ τὴν ὁποίαν αἱ ἀπεργοὶ εἶναι σημαντικῶς προσεκτικοί. Αἱ ἀρχαὶ συνεχίζουν τὰς προσπαθείας των διὰ τὴν ἀποκατάστασιν τῆς τάξεως εἰς τὰ κέντρα τῆς ἀπεργίας. Ἡ παραγωγὴ ἄνθρακος περιωρίσθη εἰς 15%, αἱ δὲ ζημίαι ὑπολογίζονται εἰς 200 ἑκατομ. δολλάρια. (6, 440, 381, 1009)
article-paragraph: ΚΩΝ/ΠΟΛΙΣ, 22. (Ρώυτερ). — Οἱ Τοῦρκοι φοιτηταὶ ἀπειλοῦν νὰ κατέλθουν εἰς νέον ἀγῶνα ἐὰν χορηγηθῇ ἀμνηστία εἰς τοὺς καταδικασθέντας πολιτικούς. (198, 2189, 381, 2252)
column-rule-left (579, 56, 581, 2338)
article-paragraph: ΤΥΝΙΣ, 22. (Ρώυτερ). — Τὸ πρακτορεῖον εἰδήσεων τῆς προσωρινῆς ἀλγερινῆς κυβερνήσεως μετέδωσεν ὅτι ἡ μυστικὴ ὀργάνωσις ΟΑΣ ἤρχισεν ἐφαρμόζουσα τὴν τακτικὴν τῆς καμένης γῆς εἰς ὁλόκληρον τὴν Ἀλγερίαν. (1257, 1581, 1548, 1631)
article-paragraph: ΓΕΝΕΥΗ, 22. (Ρώυτερ). — Αἱ Ἡνωμέναι Πολιτεῖαι ὑπέβαλον εἰς τὴν διάσκεψιν τοῦ ἀφοπλισμοῦ προτάσεις διὰ τὴν λῆψιν ἀμέσων μέτρων πρὸς πρόληψιν πολέμου ἐξ ἀτυχήματος. (771, 2281, 944, 2344)
article-paragraph: ΚΑΝΝΑΙ, 22. — Ἡ ταινία «Ἠλέκτρα» τοῦ Μιχ. Κακογιάννη προεβλήθη χθὲς εἰς τὸ φεστιβὰλ καὶ ἐγνώρισε θερμοτάτην ὑποδοχὴν ἐκ μέρους τοῦ κοινοῦ καὶ τῶν κριτικῶν. (771, 1552, 944, 1615)
section-label: 27 ΝΕΚΡΟΙ, 14 ΤΡΑΥΜΑΤΙΑΙ (1257, 808, 1548, 826)
article-paragraph: Προχθὲς ἀφίχθησαν εἰς Θεσσαλονίκην οἱ διάσημοι Ρῶσοι ἱστορικοί, ὁ ἀκαδημαϊκὸς Ε. Ζούκωφ, καθηγητὴς τῆς ἱστορίας τῶν ἀνατολικῶν λαῶν, καὶ ὁ καθηγητὴς κ. Ἀνατολὴ Μόλλερ. Οἱ Ρῶσοι ἐπιστήμονες θὰ ἐπισκεφθοῦν τὸ πανεπιστήμιον καὶ θὰ ἔχουν συνομιλίας μὲ τοὺς καθηγητάς. (585, 849, 758, 962)
divider (585, 1369, 944, 1371)
headline: «Διετάχθην κάποτε νὰ ἐπιβλέψω (74, 1121, 505, 1195)
section-label: ΔΙΑΨΕΥΔΕΤΑΙ ΜΕΝ... (585, 1253, 758, 1271)
article-paragraph: ΚΑΝΝΑΙ, 22. — Ἡ ταινία «Ἠλέκτρα» τοῦ Μιχ. Κακογιάννη προεβλήθη χθὲς εἰς τὸ φεστιβὰλ καὶ ἐγνώρισε θερμοτάτην ὑποδοχὴν ἐκ μέρους τοῦ κοινοῦ καὶ τῶν κριτικῶν. (585, 1514, 758, 1577)
section-label: ΤΟ ΜΑΝΙΦΕΣΤΟΝ (6, 825, 187, 844)
headline: Ο κ. ΚΡΟΥΣΤΣΕΦ ΘΑ ΜΕΤΑΒΗ ΤΟΝ ΙΟΥΛΙΟΝ ΕΙΣ ΣΚΑΝΔΙΝΑΥΙΑΝ (981, 731, 1222, 761)
divider (585, 1035, 944, 1037)
divider (585, 2146, 944, 2148)
article-paragraph: ΜΑΔΡΙΤΗ, 22. (Ρώυτερ καὶ Ἀσ. Πρές).— Ὁ ἀριθμὸς τῶν ἀπεργούντων ἀνθρακωρύχων καὶ ἐργατῶν τῆς χαλυβουργίας ἔφθασε, ἤδη τὰς 90.000, μὲ τὰς νέας ἀπεργίας, αἱ ὁποῖαι ἐκηρύχθησαν εἰς τὸ Μπιλμπάο, εἰς ἐκτέλεσιν ἀποφάσεως, διὰ τὴν ὁποίαν αἱ ἀπεργοὶ εἶναι σημαντικῶς προσεκτικοί. Αἱ ἀρχαὶ συνεχίζουν τὰς προσπαθείας των διὰ τὴν ἀποκατάστασιν τῆς τάξεως εἰς τὰ κέντρα τῆς ἀπεργίας. Ἡ παραγωγὴ ἄνθρακος περιωρίσθη εἰς 15%, αἱ δὲ ζημίαι ὑπολογίζονται εἰς 200 ἑκατομ. δολλάρια. (6, 440, 187, 629)
kicker: μυστικὴν ἀποστολὴν (1339, 1765, 1466, 1783)
news-photo (585, 183, 944, 571)
headline: ΑΜΕΡΙΚΑΝΙΚΟΝ ΤΕΤΡΑΚΙΝΗΤΗΡΙΟΝ ΕΞΕΡΡΑΓΗ ΕΝ ΠΤΗΣΕΙ ΚΑΙ ΣΥΝΕΤΡΙΒΗ ΠΑΡΑ ΤΟ ΜΟΝΑΧΟΝ (1270, 1789, 1535, 1835)
section-label: ΑΙ ΣΥΛΛΗΨΕΙΣ (1257, 527, 1548, 546)
article-paragraph: ΜΟΣΧΑ, 22. (Ἀσ. Πρές). — Ὁ εἰς Βελιγράδιον πρεσβευτὴς τῆς ΕΣΣΔ διωρίσθη ἀρχικομμισσάριος τοῦ ἐρυθροῦ στρατοῦ. (585, 2004, 758, 2055)
section-label: Ο ΚΟΜΜΟΥΝΙΣΤΑΙ (199, 548, 381, 566)
article-paragraph: ΛΟΝΔΙΝΟΝ, 22. (Ρώυτερ). — Ἡ βρεταννικὴ κυβέρνησις ἐξετάζει τὸ θέμα τῆς μεταφορᾶς τῶν περιουσιῶν τῶν εἰς Αἴγυπτον Βρεταννῶν ὑπηκόων. (771, 1844, 944, 1907)
article-paragraph: ΓΕΝΕΥΗ, 22. (Ρώυτερ). — Αἱ Ἡνωμέναι Πολιτεῖαι ὑπέβαλον εἰς τὴν διάσκεψιν τοῦ ἀφοπλισμοῦ προτάσεις διὰ τὴν λῆψιν ἀμέσων μέτρων πρὸς πρόληψιν πολέμου ἐξ ἀτυχήματος. (585, 2229, 758, 2293)
section-label: ΑΠΟΔΗΜΗΣΙΣ (1257, 1637, 1548, 1656)
article-paragraph: ΒΕΡΟΛΙΝΟΝ, 22. (Ρώυτερ). — Ὁ 40ετὴς Χάϊνριχ Τοῦνγκε, ἐπιχειρηματίας, τῆς Δυτικῆς Γερμανίας, κατέθεσεν εἰς δικαστήριον τοῦ Δυτικοῦ Βερολίνου, ὅτι ὑπῆρξε ἐπιβλέπων εἰς τὴν διὰ τυφεκισμοῦ ἐκτέλεσιν γυναικῶν καὶ νεανίδων Ἑβραίων εἰς τὴν Ρωσίαν κατὰ τὸν πόλεμον. (6, 1436, 187, 1537)
article-paragraph: ΡΩΜΗ, 22. (Ἀσ. Πρές). — Ἡ ἀστυνομία διέθεσε μυστικοὺς ἀστυνομικοὺς πρὸς προστασίαν τῆς ἠθοποιοῦ Ἐλιζάμπεθ Ταϊλορ μετὰ τὴν λῆψιν ἀπειλητικῆς ἐπιστολῆς. (771, 1222, 944, 1285)
article-body (6, 441, 573, 1111)
article-paragraph: ΚΩΝΣΤΑΝΤΙΝΟΥΠΟΛΙΣ, 22. (Ἀσ. Πρές). — Δέκα Τοῦρκοι ἔδειραν καὶ ἐβίασαν νεαρὰν ὕπανδρον εἰς Σμύρνην, τὴν ὁποίαν ἀπήγαγον καθ' ὁδὸν παρόντος τοῦ συζύγου της. (956, 948, 1247, 986)
article-paragraph: ΤΥΝΙΣ, 22. (Ρώυτερ). — Τὸ πρακτορεῖον εἰδήσεων τῆς προσωρινῆς ἀλγερινῆς κυβερνήσεως μετέδωσεν ὅτι ἡ μυστικὴ ὀργάνωσις ΟΑΣ ἤρχισεν ἐφαρμόζουσα τὴν τακτικὴν τῆς καμένης γῆς εἰς ὁλόκληρον τὴν Ἀλγερίαν. (1257, 548, 1548, 598)
headline: ΟΙ ΑΝΔΡΕΣ ΕΦΟΒΟΥΝΤΟ ΤΟΝ ΣΥΝΑΓΩΝΙΣΜΟΝ ΜΕ ΤΑΣ ΓΥΝΑΙΚΑΣ ΚΑΤΑ ΤΗΝ ΕΑΡΙΝΗΝ (957, 816, 1246, 860)
headline: ΕΛΛΗΝΙΚΑ ΠΡΟΪΟΝΤΑ ΕΙΣ ΤΗΝ ΟΥΓΓΑΡΙΑΝ (963, 1721, 1239, 1735)
article-paragraph: ΤΥΝΙΣ, 22. (Ρώυτερ). — Τὸ πρακτορεῖον εἰδήσεων τῆς προσωρινῆς ἀλγερινῆς κυβερνήσεως μετέδωσεν ὅτι ἡ μυστικὴ ὀργάνωσις ΟΑΣ ἤρχισεν ἐφαρμόζουσα τὴν τακτικὴν τῆς καμένης γῆς εἰς ὁλόκληρον τὴν Ἀλγερίαν. (1257, 394, 1548, 445)
article-paragraph: ΛΟΝΔΙΝΟΝ, 22. (Ρώυτερ). — Ἡ βρεταννικὴ κυβέρνησις ἐξετάζει τὸ θέμα τῆς μεταφορᾶς τῶν περιουσιῶν τῶν εἰς Αἴγυπτον Βρεταννῶν ὑπηκόων. (585, 1781, 758, 1844)
headline: 1.029.640 ΚΙΛΑ ΣΙΓΑΡΕΤΤΩΝ ΕΚΑΠΝΙΣΘΗΣΑΝ ΤΟΝ ΑΠΡΙΛΙΟΝ (998, 1626, 1204, 1654)
article-body (585, 2229, 944, 2380)
headline: ΝΑ ΚΑΤΕΛΘΟΥΝ ΕΙΣ ΝΕΟΝ ΑΓΩΝΑ (35, 1803, 544, 1881)
article-paragraph: ΜΟΣΧΑ, 22. (Ἀσ. Πρές). — Ὁ εἰς Βελιγράδιον πρεσβευτὴς τῆς ΕΣΣΔ διωρίσθη ἀρχικομμισσάριος τοῦ ἐρυθροῦ στρατοῦ. (585, 2004, 944, 2080)
article-paragraph: ΜΟΝΑΧΟΝ, 22. (Ρώυτερ καὶ Ἀσ. Πρές). — Ἕνα τετρακινητήριον ἀεροσκάφος τῆς ἀμερικανικῆς ἀεροπορίας ἐξερράγη ἐν πτήσει καὶ συνετρίβη πλησίον τοῦ Μονάχου. Καὶ οἱ 26 ἐπιβαίνοντες αὐτοῦ εὗρον οἰκτρὸν θάνατον. (1257, 1892, 1548, 1942)
person-figure (642, 328, 689, 571)
article-paragraph: ΚΩΝΣΤΑΝΤΙΝΟΥΠΟΛΙΣ, 22. (Ἀσ. Πρές). — Δέκα Τοῦρκοι ἔδειραν καὶ ἐβίασαν νεαρὰν ὕπανδρον εἰς Σμύρνην, τὴν ὁποίαν ἀπήγαγον καθ' ὁδὸν παρόντος τοῦ συζύγου της. (956, 440, 1247, 478)
article-paragraph: ΚΩΝ/ΠΟΛΙΣ, 22. (Ρώυτερ). — Οἱ Τοῦρκοι φοιτηταὶ ἀπειλοῦν νὰ κατέλθουν εἰς νέον ἀγῶνα ἐὰν χορηγηθῇ ἀμνηστία εἰς τοὺς καταδικασθέντας πολιτικούς. (391, 2095, 573, 2158)
article-paragraph: ΤΥΝΙΣ, 22. (Ρώυτερ). — Τὸ πρακτορεῖον εἰδήσεων τῆς προσωρινῆς ἀλγερινῆς κυβερνήσεως μετέδωσεν ὅτι ἡ μυστικὴ ὀργάνωσις ΟΑΣ ἤρχισεν ἐφαρμόζουσα τὴν τακτικὴν τῆς καμένης γῆς εἰς ὁλόκληρον τὴν Ἀλγερίαν. (1257, 905, 1548, 955)
divider (956, 1523, 1247, 1525)
article-paragraph: ΜΑΔΡΙΤΗ, 22. (Ρώυτερ). — Τὸ κομμουνιστικὸν κόμμα ἐξέδωσε ἀνακοίνωσιν διὰ τῆς ὁποίας ὑποστηρίζει τὴν ἀπεργίαν. (198, 567, 381, 618)
deck: Ἡ καθολικὴ ἐκκλησία ἐτάχθη κατὰ τῆς ἀπεργίας (199, 413, 573, 434)
article-paragraph: ΤΥΝΙΣ, 22. (Ρώυτερ). — Τὸ πρακτορεῖον εἰδήσεων τῆς προσωρινῆς ἀλγερινῆς κυβερνήσεως μετέδωσεν ὅτι ἡ μυστικὴ ὀργάνωσις ΟΑΣ ἤρχισεν ἐφαρμόζουσα τὴν τακτικὴν τῆς καμένης γῆς εἰς ὁλόκληρον τὴν Ἀλγερίαν. (1257, 675, 1548, 725)
right-upper-grid (956, 344, 1548, 1392)
article-paragraph: ΚΑΝΝΑΙ, 22. — Ἡ ταινία «Ἠλέκτρα» τοῦ Μιχ. Κακογιάννη προεβλήθη χθὲς εἰς τὸ φεστιβὰλ καὶ ἐγνώρισε θερμοτάτην ὑποδοχὴν ἐκ μέρους τοῦ κοινοῦ καὶ τῶν κριτικῶν. (585, 1451, 758, 1514)
article-paragraph: Αἱ ὀργανώσεις τῆς ἀντιπολιτεύσεως, ἐν κοινῷ ἀνακοινωθέντι, καλοῦν τὸν λαὸν εἰς συλλογικὸν ἀγῶνα πολιτικῆς ἀντιστάσεως καὶ ζητοῦν τὴν ἀποκατάστασιν τῶν ἐλευθεριῶν. Ἡ κατάστασις χαρακτηρίζεται ὡς σοβαρὰ. (198, 807, 381, 883)
deck: Πῶς ὡργανώθη ἡ συνωμοσία κατὰ τοῦ Ντὲ Γκὼλ (1070, 318, 1433, 338)
article-body (585, 621, 944, 1029)
right-subcolumn (956, 344, 1247, 1392)
deck-box (585, 130, 944, 175)
article-paragraph: Προχθὲς ἀφίχθησαν εἰς Θεσσαλονίκην οἱ διάσημοι Ρῶσοι ἱστορικοί, ὁ ἀκαδημαϊκὸς Ε. Ζούκωφ, καθηγητὴς τῆς ἱστορίας τῶν ἀνατολικῶν λαῶν, καὶ ὁ καθηγητὴς κ. Ἀνατολὴ Μόλλερ. Οἱ Ρῶσοι ἐπιστήμονες θὰ ἐπισκεφθοῦν τὸ πανεπιστήμιον καὶ θὰ ἔχουν συνομιλίας μὲ τοὺς καθηγητάς. (771, 735, 944, 849)
headline: ΑΜΕΣΑ ΜΕΤΡΑ ΠΡΟΣ ΠΡΟΛΗΨΙΝ ΠΟΛΕΜΟΥ ΠΡΟΤΕΙΝΟΥΝ ΥΠΟ ΤΩΝ ΗΝΩΜ. ΠΟΛΙΤΕΙΩΝ (589, 2154, 940, 2190)
right-subcolumn (1257, 1466, 1548, 2068)
deck: Ὁ Κέννεντυ, ὅμως, ζητεῖ ἀπὸ τὸ κογκρέσσον αὔξησιν δαπανῶν διὰ τὰς ἀτομικὰς δοκιμὰς (604, 2193, 925, 2226)
headline: 200 ΕΚΑΤΟΜ. ΔΟΛΛΑΡΙΑ ΑΙ ΖΗΜΙΑΙ (6, 247, 573, 322)
